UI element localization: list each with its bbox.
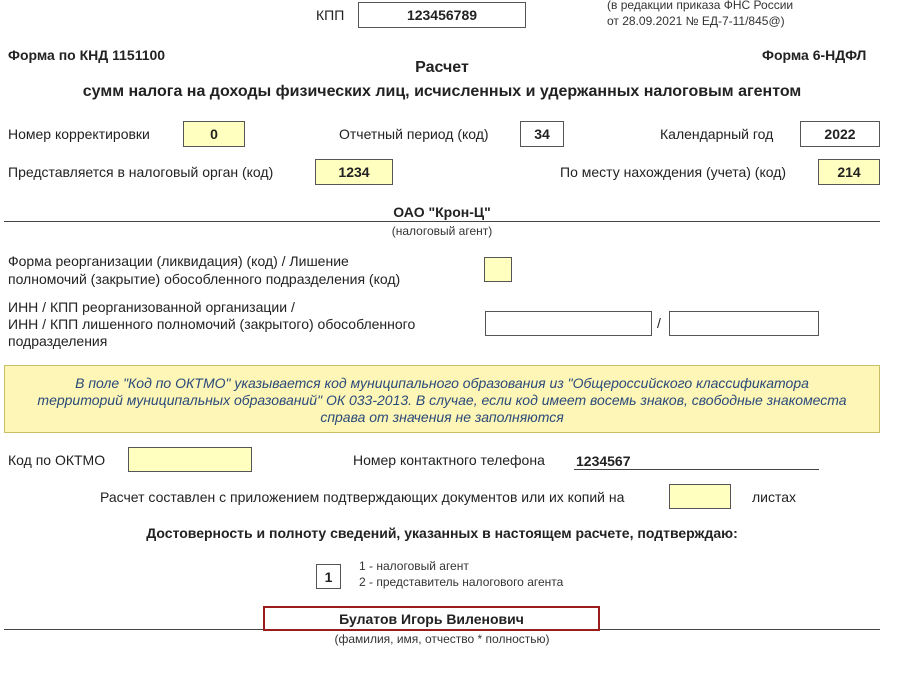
oktmo-input[interactable] (128, 447, 252, 472)
reorg-inn-label-3: подразделения (8, 333, 108, 349)
signer-option-1: 1 - налоговый агент (359, 559, 469, 573)
kpp-input[interactable] (358, 2, 526, 28)
reorg-inn-label-2: ИНН / КПП лишенного полномочий (закрытого) обособленного (8, 316, 416, 332)
attachments-label: Расчет составлен с приложением подтверждающих документов или их копий на (100, 489, 625, 505)
agent-name: ОАО "Крон-Ц" (393, 204, 491, 220)
tax-authority-label: Представляется в налоговый орган (код) (8, 164, 274, 180)
confirm-title: Достоверность и полноту сведений, указанных в настоящем расчете, подтверждаю: (146, 525, 738, 541)
correction-label: Номер корректировки (8, 126, 150, 142)
year-label: Календарный год (660, 126, 774, 142)
reorg-form-label-1: Форма реорганизации (ликвидация) (код) / Лишение (8, 253, 349, 269)
signer-option-2: 2 - представитель налогового агента (359, 575, 564, 589)
attachments-unit: листах (752, 489, 797, 505)
reorg-form-input[interactable] (484, 257, 512, 282)
form-knd: Форма по КНД 1151100 (8, 47, 166, 63)
location-input[interactable] (818, 159, 880, 185)
fio-input[interactable] (263, 606, 600, 631)
reorg-separator: / (657, 315, 661, 331)
notice-line-3: справа от значения не заполняются (320, 409, 564, 425)
reorg-form-label-2: полномочий (закрытие) обособленного подразделения (код) (8, 271, 401, 287)
page-title: Расчет (415, 59, 469, 76)
reorg-kpp-input[interactable] (669, 311, 819, 336)
order-line-2: от 28.09.2021 № ЕД-7-11/845@) (607, 14, 785, 28)
attachments-input[interactable] (669, 484, 731, 509)
kpp-label: КПП (316, 7, 345, 23)
form-name: Форма 6-НДФЛ (762, 47, 867, 63)
year-input[interactable] (800, 121, 880, 147)
reorg-inn-input[interactable] (485, 311, 652, 336)
notice-line-2: территорий муниципальных образований" ОК 033-2013. В случае, если код имеет восемь знаков, свободные знакоместа (37, 392, 847, 408)
oktmo-notice (4, 365, 880, 433)
tax-authority-input[interactable] (315, 159, 393, 185)
phone-label: Номер контактного телефона (353, 452, 545, 468)
page-subtitle: сумм налога на доходы физических лиц, исчисленных и удержанных налоговым агентом (82, 83, 802, 100)
reorg-inn-label-1: ИНН / КПП реорганизованной организации / (8, 299, 295, 315)
fio-caption: (фамилия, имя, отчество * полностью) (334, 632, 550, 646)
phone-input[interactable] (574, 452, 819, 470)
order-line-1: (в редакции приказа ФНС России (607, 0, 794, 12)
period-input[interactable] (520, 121, 564, 147)
correction-input[interactable] (183, 121, 245, 147)
agent-underline (4, 221, 880, 222)
notice-line-1: В поле "Код по ОКТМО" указывается код муниципального образования из "Общероссийского классификатора (75, 375, 809, 391)
period-label: Отчетный период (код) (339, 126, 489, 142)
agent-caption: (налоговый агент) (391, 224, 493, 238)
location-label: По месту нахождения (учета) (код) (560, 164, 787, 180)
oktmo-label: Код по ОКТМО (8, 452, 106, 468)
signer-code-input[interactable] (316, 564, 341, 589)
